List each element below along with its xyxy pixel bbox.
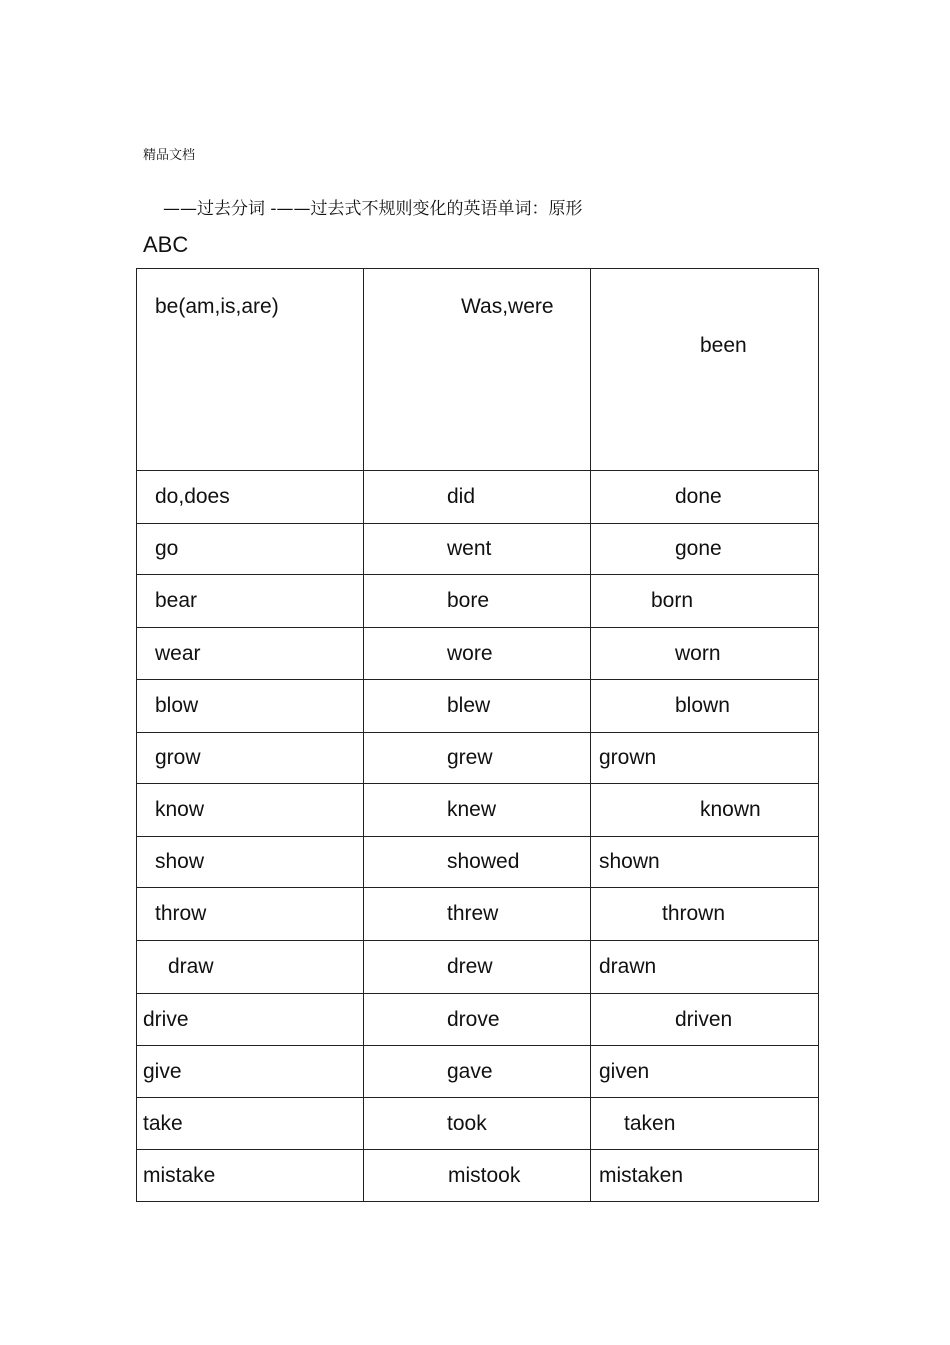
cell-base	[137, 471, 364, 524]
participle-form-text: mistaken	[599, 1163, 684, 1187]
cell-participle	[591, 733, 819, 784]
cell-participle	[591, 994, 819, 1046]
cell-base	[137, 1150, 364, 1202]
cell-base	[137, 837, 364, 888]
participle-form-text: been	[700, 334, 747, 357]
cell-participle	[591, 575, 819, 628]
base-form-text: wear	[155, 641, 201, 665]
cell-participle	[591, 837, 819, 888]
cell-participle	[591, 471, 819, 524]
cell-base	[137, 524, 364, 575]
participle-form-text: shown	[599, 850, 660, 873]
past-form-text: threw	[447, 902, 499, 925]
cell-base	[137, 1098, 364, 1150]
cell-past	[364, 1098, 591, 1150]
participle-form-text: gone	[675, 537, 722, 560]
cell-participle	[591, 784, 819, 837]
base-form-text: take	[143, 1111, 183, 1135]
cell-base	[137, 888, 364, 941]
cell-participle	[591, 1046, 819, 1098]
table-row	[137, 1098, 819, 1150]
document-header-note: 精品文档	[143, 148, 196, 163]
table-row	[137, 471, 819, 524]
table-row	[137, 1046, 819, 1098]
participle-form-text: driven	[675, 1007, 733, 1031]
cell-base	[137, 784, 364, 837]
participle-form-text: blown	[675, 694, 730, 717]
table-row	[137, 994, 819, 1046]
table-row	[137, 784, 819, 837]
cell-past	[364, 524, 591, 575]
base-form-text: drive	[143, 1007, 189, 1031]
cell-base	[137, 1046, 364, 1098]
table-row	[137, 1150, 819, 1202]
past-form-text: knew	[447, 798, 497, 821]
base-form-text: go	[155, 537, 179, 560]
cell-base	[137, 941, 364, 994]
past-form-text: took	[447, 1111, 487, 1135]
base-form-text: do,does	[155, 485, 230, 508]
participle-form-text: grown	[599, 746, 657, 769]
cell-base	[137, 575, 364, 628]
past-form-text: grew	[447, 746, 493, 769]
participle-form-text: drawn	[599, 955, 657, 978]
past-form-text: drove	[447, 1007, 500, 1031]
participle-form-text: born	[651, 589, 694, 612]
base-form-text: blow	[155, 694, 199, 717]
past-form-text: blew	[447, 694, 491, 717]
participle-form-text: known	[700, 798, 761, 821]
base-form-text: grow	[155, 746, 201, 769]
cell-base	[137, 733, 364, 784]
cell-participle	[591, 524, 819, 575]
cell-past	[364, 888, 591, 941]
cell-participle	[591, 941, 819, 994]
participle-form-text: worn	[675, 641, 721, 665]
cell-past	[364, 680, 591, 733]
cell-past	[364, 784, 591, 837]
base-form-text: give	[143, 1059, 182, 1083]
cell-participle	[591, 888, 819, 941]
section-label: ABC	[143, 232, 189, 257]
cell-past	[364, 1150, 591, 1202]
irregular-verbs-table	[136, 268, 819, 1202]
past-form-text: went	[447, 537, 492, 560]
cell-base	[137, 680, 364, 733]
past-form-text: Was,were	[461, 295, 554, 318]
cell-past	[364, 837, 591, 888]
table-row	[137, 680, 819, 733]
cell-past	[364, 733, 591, 784]
base-form-text: throw	[155, 902, 207, 925]
past-form-text: wore	[447, 641, 493, 665]
table-row	[137, 888, 819, 941]
table-row	[137, 941, 819, 994]
cell-past	[364, 994, 591, 1046]
base-form-text: know	[155, 798, 205, 821]
cell-past	[364, 269, 591, 471]
past-form-text: drew	[447, 955, 493, 978]
base-form-text: draw	[168, 955, 214, 978]
cell-base	[137, 628, 364, 680]
cell-base	[137, 269, 364, 471]
base-form-text: bear	[155, 589, 198, 612]
cell-past	[364, 628, 591, 680]
past-form-text: gave	[447, 1059, 493, 1083]
cell-participle	[591, 680, 819, 733]
cell-past	[364, 941, 591, 994]
participle-form-text: done	[675, 485, 722, 508]
table-row	[137, 628, 819, 680]
cell-past	[364, 575, 591, 628]
participle-form-text: given	[599, 1059, 650, 1083]
cell-past	[364, 471, 591, 524]
cell-base	[137, 994, 364, 1046]
cell-past	[364, 1046, 591, 1098]
base-form-text: show	[155, 850, 205, 873]
base-form-text: mistake	[143, 1163, 216, 1187]
table-body	[137, 269, 819, 1202]
cell-participle	[591, 269, 819, 471]
cell-participle	[591, 1150, 819, 1202]
past-form-text: bore	[447, 589, 490, 612]
table-row	[137, 837, 819, 888]
participle-form-text: taken	[624, 1111, 676, 1135]
table-row	[137, 524, 819, 575]
table-row	[137, 269, 819, 471]
past-form-text: mistook	[448, 1163, 521, 1187]
base-form-text: be(am,is,are)	[155, 295, 279, 318]
past-form-text: did	[447, 485, 476, 508]
table-row	[137, 575, 819, 628]
table-row	[137, 733, 819, 784]
past-form-text: showed	[447, 850, 520, 873]
cell-participle	[591, 628, 819, 680]
document-subtitle: ——过去分词 -——过去式不规则变化的英语单词：原形	[163, 199, 583, 219]
participle-form-text: thrown	[662, 902, 726, 925]
cell-participle	[591, 1098, 819, 1150]
